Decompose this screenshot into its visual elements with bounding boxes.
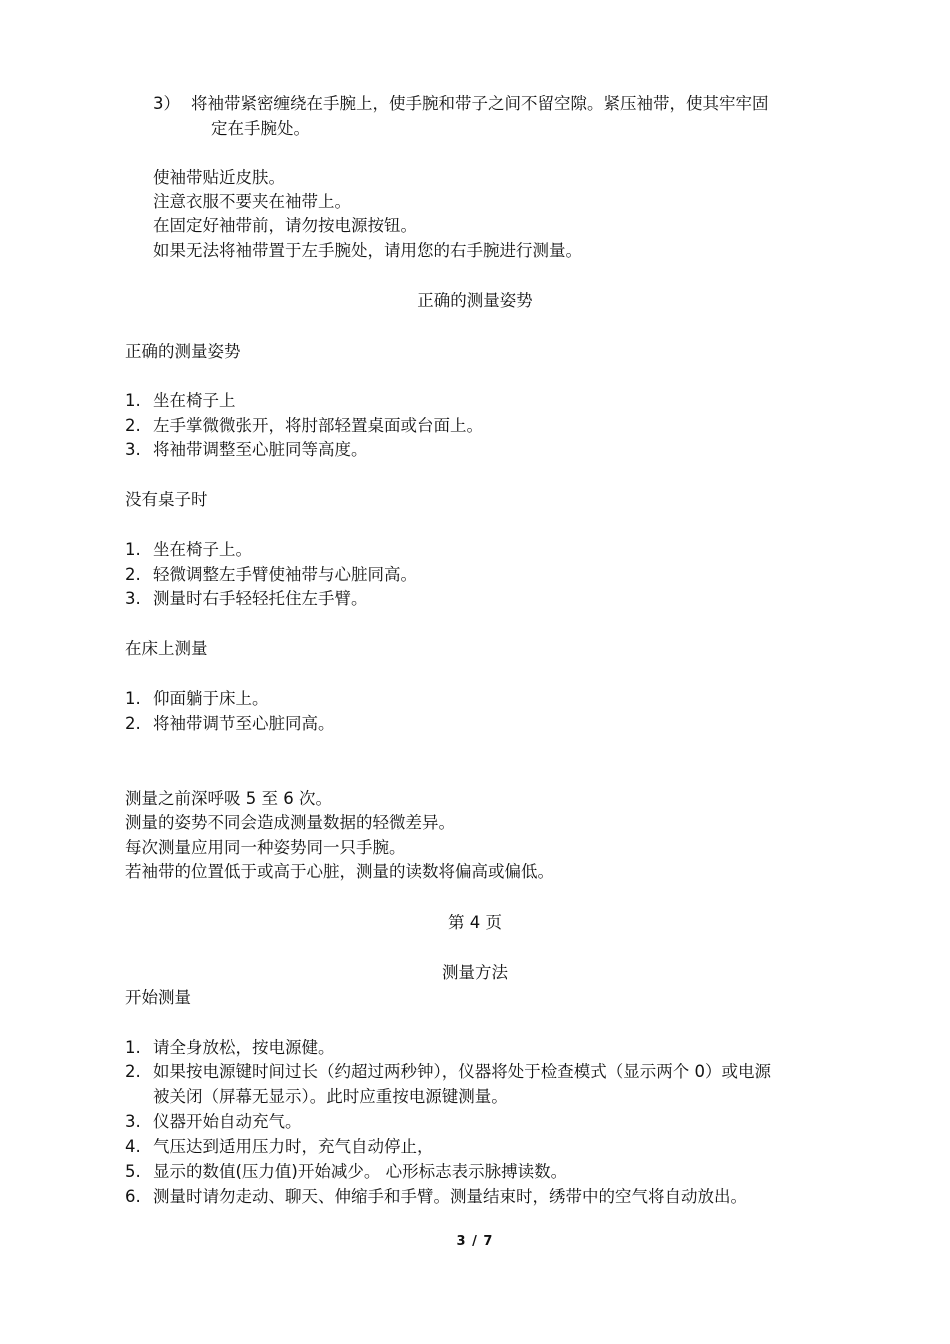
item-text: 将袖带调节至心脏同高。 [153, 714, 335, 733]
list-item [125, 438, 368, 462]
list-item [125, 538, 252, 562]
item-number: 2. [125, 416, 141, 435]
item-text: 坐在椅子上。 [153, 540, 252, 559]
list-item [125, 1110, 302, 1134]
item-number: 1. [125, 540, 141, 559]
item-text: 将袖带调整至心脏同等高度。 [153, 440, 368, 459]
note-1: 使袖带贴近皮肤。 [153, 168, 285, 187]
tip-1: 测量之前深呼吸 5 至 6 次。 [125, 789, 332, 808]
note-2: 注意衣服不要夹在袖带上。 [153, 192, 351, 211]
list-item [125, 563, 417, 587]
list-item [125, 712, 335, 736]
item-3-line-2: 定在手腕处。 [211, 119, 310, 138]
item-text: 仰面躺于床上。 [153, 689, 269, 708]
list-item [125, 414, 483, 438]
item-text: 左手掌微微张开，将肘部轻置桌面或台面上。 [153, 416, 483, 435]
item-number: 1. [125, 1038, 141, 1057]
item-text: 将袖带紧密缠绕在手腕上，使手腕和带子之间不留空隙。紧压袖带，使其牢牢固 [191, 94, 769, 113]
list-item [125, 1135, 434, 1159]
note-4: 如果无法将袖带置于左手腕处，请用您的右手腕进行测量。 [153, 241, 582, 260]
list-item [125, 1060, 771, 1084]
tip-4: 若袖带的位置低于或高于心脏，测量的读数将偏高或偏低。 [125, 862, 554, 881]
item-text: 测量时右手轻轻托住左手臂。 [153, 589, 368, 608]
section-heading-posture: 正确的测量姿势 [417, 291, 533, 310]
item-text: 坐在椅子上 [153, 391, 236, 410]
item-text: 测量时请勿走动、聊天、伸缩手和手臂。测量结束时，绣带中的空气将自动放出。 [153, 1187, 747, 1206]
tip-2: 测量的姿势不同会造成测量数据的轻微差异。 [125, 813, 455, 832]
item-text: 气压达到适用压力时，充气自动停止， [153, 1137, 434, 1156]
item-number: 4. [125, 1137, 141, 1156]
item-text: 请全身放松，按电源健。 [153, 1038, 335, 1057]
item-number: 3. [125, 1112, 141, 1131]
list-item [125, 1036, 335, 1060]
item-number: 1. [125, 689, 141, 708]
item-text: 显示的数值(压力值)开始减少。 心形标志表示脉搏读数。 [153, 1162, 568, 1181]
section-heading-method: 测量方法 [442, 963, 508, 982]
item-number: 2. [125, 565, 141, 584]
list-item [125, 587, 368, 611]
subheading-posture: 正确的测量姿势 [125, 342, 241, 361]
item-number: 6. [125, 1187, 141, 1206]
item-text: 仪器开始自动充气。 [153, 1112, 302, 1131]
item-number: 2. [125, 1062, 141, 1081]
item-number: 3） [153, 94, 180, 113]
item-number: 5. [125, 1162, 141, 1181]
subheading-start: 开始测量 [125, 988, 191, 1007]
item-3-line-1 [153, 92, 769, 116]
subheading-bed: 在床上测量 [125, 639, 208, 658]
item-text: 如果按电源键时间过长（约超过两秒钟），仪器将处于检查模式（显示两个 0）或电源 [153, 1062, 771, 1081]
item-number: 1. [125, 391, 141, 410]
item-number: 2. [125, 714, 141, 733]
note-3: 在固定好袖带前，请勿按电源按钮。 [153, 216, 417, 235]
tip-3: 每次测量应用同一种姿势同一只手腕。 [125, 838, 406, 857]
item-number: 3. [125, 589, 141, 608]
page-footer-number: 3 / 7 [456, 1234, 494, 1249]
list-item [125, 1160, 567, 1184]
item-number: 3. [125, 440, 141, 459]
list-item-continuation: 被关闭（屏幕无显示）。此时应重按电源键测量。 [153, 1087, 508, 1106]
page-label: 第 4 页 [448, 913, 502, 932]
subheading-no-table: 没有桌子时 [125, 490, 208, 509]
list-item [125, 1185, 747, 1209]
item-text: 轻微调整左手臂使袖带与心脏同高。 [153, 565, 417, 584]
list-item [125, 389, 236, 413]
list-item [125, 687, 269, 711]
